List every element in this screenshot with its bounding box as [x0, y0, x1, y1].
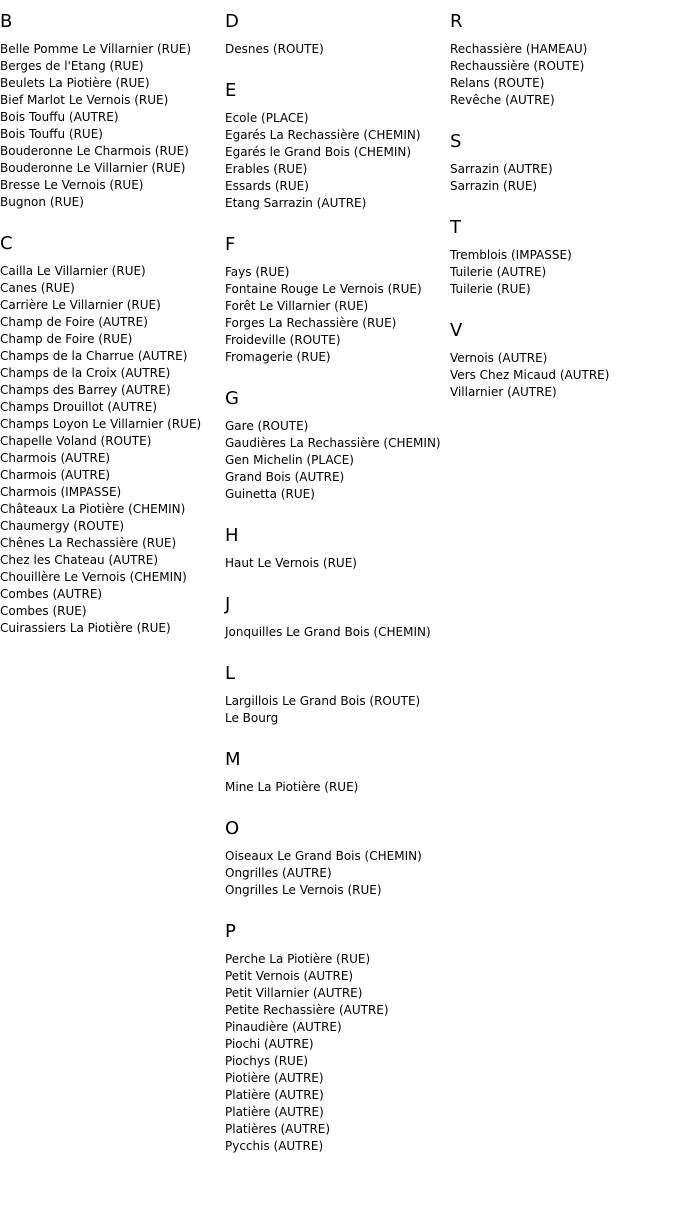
index-column: [450, 11, 675, 423]
section-letter-heading: V: [450, 320, 463, 341]
section-letter-heading: B: [0, 11, 13, 32]
street-link[interactable]: Fontaine Rouge Le Vernois (RUE): [225, 282, 422, 296]
street-link[interactable]: Ongrilles Le Vernois (RUE): [225, 883, 382, 897]
street-link[interactable]: Sarrazin (RUE): [450, 179, 538, 193]
street-link[interactable]: Platière (AUTRE): [225, 1088, 324, 1102]
street-list: [225, 555, 450, 572]
street-list: [225, 264, 450, 366]
street-link[interactable]: Champs Drouillot (AUTRE): [0, 400, 158, 414]
street-list: [225, 110, 450, 212]
street-link[interactable]: Platières (AUTRE): [225, 1122, 331, 1136]
street-link[interactable]: Grand Bois (AUTRE): [225, 470, 345, 484]
street-link[interactable]: Ecole (PLACE): [225, 111, 309, 125]
street-list: [0, 263, 225, 637]
section-letter-heading: H: [225, 525, 239, 546]
street-list: [225, 848, 450, 899]
street-link[interactable]: Vernois (AUTRE): [450, 351, 548, 365]
street-link[interactable]: Piochys (RUE): [225, 1054, 309, 1068]
street-link[interactable]: Belle Pomme Le Villarnier (RUE): [0, 42, 192, 56]
letter-section: [225, 921, 450, 1155]
street-list: [225, 624, 450, 641]
street-link[interactable]: Tuilerie (AUTRE): [450, 265, 547, 279]
street-link[interactable]: Carrière Le Villarnier (RUE): [0, 298, 161, 312]
street-list: [225, 41, 450, 58]
section-letter-heading: R: [450, 11, 463, 32]
street-link[interactable]: Canes (RUE): [0, 281, 75, 295]
street-link[interactable]: Beulets La Piotière (RUE): [0, 76, 150, 90]
street-link[interactable]: Châteaux La Piotière (CHEMIN): [0, 502, 186, 516]
street-link[interactable]: Desnes (ROUTE): [225, 42, 324, 56]
street-link[interactable]: Sarrazin (AUTRE): [450, 162, 553, 176]
street-list: [225, 779, 450, 796]
street-link[interactable]: Perche La Piotière (RUE): [225, 952, 371, 966]
street-link[interactable]: Combes (AUTRE): [0, 587, 103, 601]
street-link[interactable]: Combes (RUE): [0, 604, 87, 618]
letter-section: [225, 594, 450, 641]
street-link[interactable]: Fays (RUE): [225, 265, 290, 279]
street-list: [450, 161, 675, 195]
section-letter-heading: F: [225, 234, 236, 255]
street-link[interactable]: Gaudières La Rechassière (CHEMIN): [225, 436, 441, 450]
street-link[interactable]: Champs de la Croix (AUTRE): [0, 366, 171, 380]
street-link[interactable]: Vers Chez Micaud (AUTRE): [450, 368, 610, 382]
street-link[interactable]: Champs de la Charrue (AUTRE): [0, 349, 188, 363]
section-letter-heading: O: [225, 818, 240, 839]
street-link[interactable]: Charmois (AUTRE): [0, 468, 111, 482]
street-link[interactable]: Haut Le Vernois (RUE): [225, 556, 357, 570]
street-link[interactable]: Platière (AUTRE): [225, 1105, 324, 1119]
letter-section: [225, 388, 450, 503]
street-link[interactable]: Petit Villarnier (AUTRE): [225, 986, 363, 1000]
street-link[interactable]: Champ de Foire (AUTRE): [0, 315, 148, 329]
street-link[interactable]: Champs des Barrey (AUTRE): [0, 383, 171, 397]
section-letter-heading: D: [225, 11, 239, 32]
street-link[interactable]: Pinaudière (AUTRE): [225, 1020, 342, 1034]
street-list: [450, 247, 675, 298]
street-link[interactable]: Forêt Le Villarnier (RUE): [225, 299, 369, 313]
street-link[interactable]: Egarés La Rechassière (CHEMIN): [225, 128, 421, 142]
street-link[interactable]: Berges de l'Etang (RUE): [0, 59, 144, 73]
street-link[interactable]: Champs Loyon Le Villarnier (RUE): [0, 417, 202, 431]
street-list: [225, 951, 450, 1155]
street-link[interactable]: Ongrilles (AUTRE): [225, 866, 332, 880]
street-link[interactable]: Erables (RUE): [225, 162, 308, 176]
letter-section: [225, 234, 450, 366]
street-link[interactable]: Jonquilles Le Grand Bois (CHEMIN): [225, 625, 431, 639]
street-link[interactable]: Relans (ROUTE): [450, 76, 545, 90]
letter-section: [450, 320, 675, 401]
street-list: [450, 350, 675, 401]
letter-section: [225, 663, 450, 727]
letter-section: [225, 11, 450, 58]
street-link[interactable]: Bouderonne Le Charmois (RUE): [0, 144, 189, 158]
street-list: [225, 418, 450, 503]
street-link[interactable]: Chouillère Le Vernois (CHEMIN): [0, 570, 187, 584]
street-link[interactable]: Revêche (AUTRE): [450, 93, 555, 107]
street-link[interactable]: Charmois (AUTRE): [0, 451, 111, 465]
letter-section: [0, 233, 225, 637]
street-list: [225, 693, 450, 727]
street-link[interactable]: Charmois (IMPASSE): [0, 485, 122, 499]
index-column: [0, 11, 225, 659]
index-column: [225, 11, 450, 1177]
street-link[interactable]: Piochi (AUTRE): [225, 1037, 314, 1051]
street-link[interactable]: Cuirassiers La Piotière (RUE): [0, 621, 171, 635]
street-link[interactable]: Chaumergy (ROUTE): [0, 519, 125, 533]
letter-section: [225, 525, 450, 572]
street-link[interactable]: Pycchis (AUTRE): [225, 1139, 324, 1153]
street-link[interactable]: Oiseaux Le Grand Bois (CHEMIN): [225, 849, 422, 863]
street-link[interactable]: Villarnier (AUTRE): [450, 385, 557, 399]
letter-section: [450, 217, 675, 298]
street-link[interactable]: Rechaussière (ROUTE): [450, 59, 585, 73]
street-link[interactable]: Chez les Chateau (AUTRE): [0, 553, 159, 567]
section-letter-heading: S: [450, 131, 462, 152]
street-link[interactable]: Tuilerie (RUE): [450, 282, 531, 296]
letter-section: [225, 80, 450, 212]
letter-section: [0, 11, 225, 211]
street-link[interactable]: Largillois Le Grand Bois (ROUTE): [225, 694, 421, 708]
street-link[interactable]: Bois Touffu (RUE): [0, 127, 103, 141]
street-link[interactable]: Bief Marlot Le Vernois (RUE): [0, 93, 169, 107]
letter-section: [225, 749, 450, 796]
section-letter-heading: J: [225, 594, 231, 615]
street-link[interactable]: Etang Sarrazin (AUTRE): [225, 196, 367, 210]
street-link[interactable]: Guinetta (RUE): [225, 487, 315, 501]
street-link[interactable]: Chapelle Voland (ROUTE): [0, 434, 152, 448]
street-link[interactable]: Bresse Le Vernois (RUE): [0, 178, 144, 192]
street-link[interactable]: Gen Michelin (PLACE): [225, 453, 354, 467]
letter-section: [450, 131, 675, 195]
street-link[interactable]: Bugnon (RUE): [0, 195, 84, 209]
street-link[interactable]: Essards (RUE): [225, 179, 309, 193]
street-list: [450, 41, 675, 109]
section-letter-heading: T: [450, 217, 461, 238]
street-link[interactable]: Petite Rechassière (AUTRE): [225, 1003, 389, 1017]
street-link[interactable]: Bouderonne Le Villarnier (RUE): [0, 161, 186, 175]
street-link[interactable]: Tremblois (IMPASSE): [450, 248, 572, 262]
letter-section: [225, 818, 450, 899]
street-link[interactable]: Mine La Piotière (RUE): [225, 780, 359, 794]
section-letter-heading: C: [0, 233, 13, 254]
street-link[interactable]: Fromagerie (RUE): [225, 350, 331, 364]
section-letter-heading: M: [225, 749, 241, 770]
street-link[interactable]: Champ de Foire (RUE): [0, 332, 133, 346]
street-link[interactable]: Piotière (AUTRE): [225, 1071, 324, 1085]
street-link[interactable]: Le Bourg: [225, 711, 279, 725]
street-link[interactable]: Cailla Le Villarnier (RUE): [0, 264, 146, 278]
section-letter-heading: E: [225, 80, 237, 101]
street-link[interactable]: Egarés le Grand Bois (CHEMIN): [225, 145, 412, 159]
street-link[interactable]: Bois Touffu (AUTRE): [0, 110, 119, 124]
section-letter-heading: G: [225, 388, 239, 409]
street-link[interactable]: Petit Vernois (AUTRE): [225, 969, 354, 983]
letter-section: [450, 11, 675, 109]
street-link[interactable]: Forges La Rechassière (RUE): [225, 316, 397, 330]
section-letter-heading: L: [225, 663, 236, 684]
street-link[interactable]: Chênes La Rechassière (RUE): [0, 536, 177, 550]
section-letter-heading: P: [225, 921, 236, 942]
street-link[interactable]: Froideville (ROUTE): [225, 333, 341, 347]
street-link[interactable]: Rechassière (HAMEAU): [450, 42, 588, 56]
street-link[interactable]: Gare (ROUTE): [225, 419, 309, 433]
street-list: [0, 41, 225, 211]
